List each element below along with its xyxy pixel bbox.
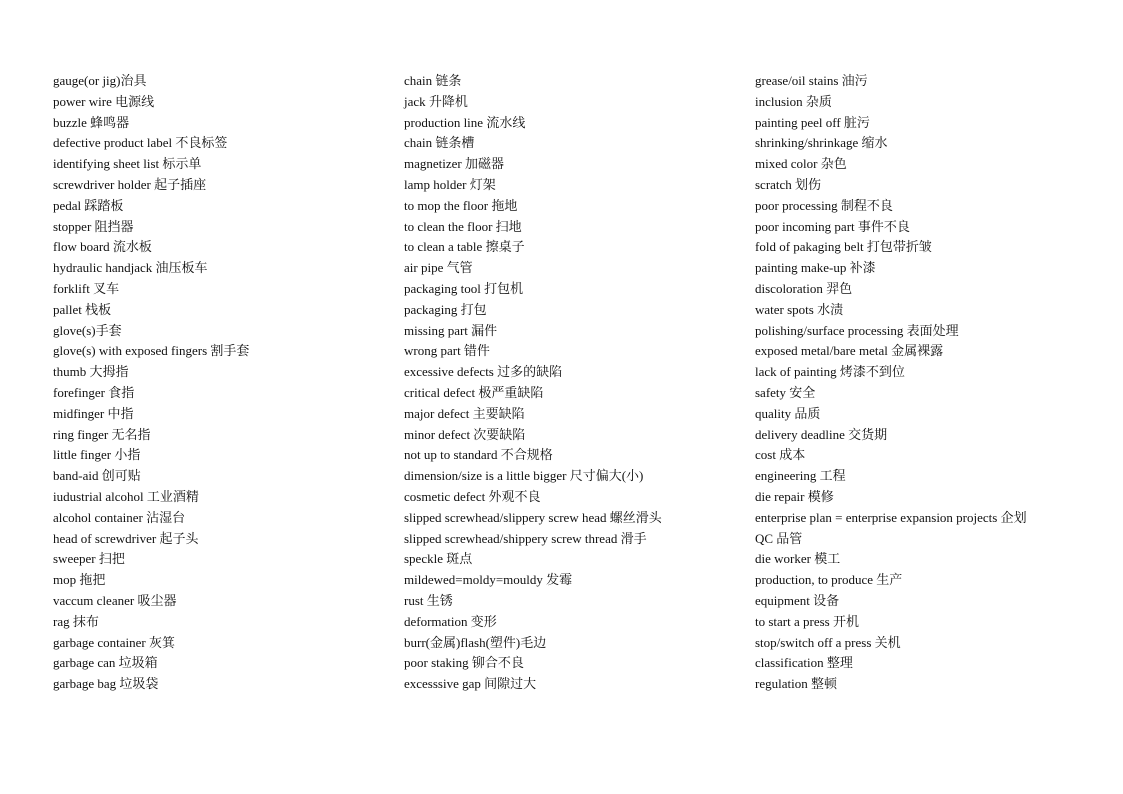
glossary-entry: rag 抹布 [53,613,99,629]
glossary-entry: critical defect 极严重缺陷 [404,384,544,400]
glossary-entry: missing part 漏件 [404,322,498,338]
glossary-entry: to mop the floor 拖地 [404,197,518,213]
glossary-entry: painting peel off 脏污 [755,114,870,130]
glossary-entry: power wire 电源线 [53,93,155,109]
glossary-entry: stop/switch off a press 关机 [755,634,901,650]
glossary-entry: flow board 流水板 [53,239,152,255]
glossary-entry: scratch 划伤 [755,176,822,192]
glossary-entry: head of screwdriver 起子头 [53,530,199,546]
glossary-entry: painting make-up 补漆 [755,260,876,276]
glossary-entry: speckle 斑点 [404,551,473,567]
glossary-entry: production line 流水线 [404,114,526,130]
glossary-entry: band-aid 创可贴 [53,468,141,484]
glossary-entry: garbage container 灰箕 [53,634,176,650]
glossary-entry: die worker 模工 [755,551,841,567]
glossary-entry: grease/oil stains 油污 [755,73,868,88]
glossary-entry: minor defect 次要缺陷 [404,426,526,442]
glossary-entry: thumb 大拇指 [53,364,129,380]
glossary-entry: polishing/surface processing 表面处理 [755,322,959,338]
glossary-entry: packaging 打包 [404,301,487,317]
glossary-entry: magnetizer 加磁器 [404,156,504,172]
glossary-entry: engineering 工程 [755,468,846,484]
glossary-entry: exposed metal/bare metal 金属裸露 [755,343,944,359]
glossary-entry: glove(s)手套 [53,322,122,338]
glossary-entry: pallet 栈板 [53,301,112,317]
glossary-entry: deformation 变形 [404,613,497,629]
glossary-entry: inclusion 杂质 [755,93,832,109]
glossary-entry: poor staking 铆合不良 [404,655,524,671]
glossary-entry: fold of pakaging belt 打包带折皱 [755,239,932,255]
glossary-entry: burr(金属)flash(塑件)毛边 [404,634,547,650]
glossary-entry: mop 拖把 [53,572,106,588]
glossary-entry: cosmetic defect 外观不良 [404,488,541,504]
glossary-entry: gauge(or jig)治具 [53,73,147,88]
glossary-entry: dimension/size is a little bigger 尺寸偏大(小) [404,468,644,484]
glossary-entry: ring finger 无名指 [53,426,151,442]
glossary-entry: quality 品质 [755,405,821,421]
glossary-column-2 [404,71,749,695]
glossary-entry: forefinger 食指 [53,384,135,400]
glossary-entry: cost 成本 [755,447,806,463]
glossary-entry: vaccum cleaner 吸尘器 [53,592,177,608]
glossary-column-1 [53,71,393,695]
glossary-entry: chain 链条槽 [404,135,475,151]
glossary-entry: to clean the floor 扫地 [404,218,522,234]
glossary-entry: safety 安全 [755,384,816,400]
glossary-entry: wrong part 错件 [404,343,490,359]
glossary-entry: die repair 模修 [755,488,834,504]
glossary-entry: sweeper 扫把 [53,551,125,567]
glossary-entry: enterprise plan = enterprise expansion projects 企划 [755,509,1027,525]
glossary-entry: slipped screwhead/slippery screw head 螺丝滑头 [404,509,662,525]
glossary-entry: water spots 水渍 [755,301,844,317]
glossary-entry: discoloration 羿色 [755,280,853,296]
glossary-entry: classification 整理 [755,655,853,671]
glossary-entry: packaging tool 打包机 [404,280,524,296]
glossary-entry: screwdriver holder 起子插座 [53,176,207,192]
glossary-entry: delivery deadline 交货期 [755,426,888,442]
glossary-entry: garbage bag 垃圾袋 [53,676,159,692]
glossary-entry: production, to produce 生产 [755,572,903,588]
glossary-entry: stopper 阻挡器 [53,218,134,234]
glossary-entry: buzzle 蜂鸣器 [53,114,130,130]
glossary-entry: equipment 设备 [755,592,840,608]
glossary-entry: lamp holder 灯架 [404,176,496,192]
glossary-entry: glove(s) with exposed fingers 割手套 [53,343,250,359]
glossary-entry: hydraulic handjack 油压板车 [53,260,208,276]
glossary-entry: to clean a table 擦桌子 [404,239,525,255]
glossary-entry: poor incoming part 事件不良 [755,218,910,234]
glossary-entry: identifying sheet list 标示单 [53,156,202,172]
glossary-entry: shrinking/shrinkage 缩水 [755,135,888,151]
glossary-entry: excesssive gap 间隙过大 [404,676,537,692]
glossary-entry: slipped screwhead/shippery screw thread 滑手 [404,530,647,546]
glossary-entry: excessive defects 过多的缺陷 [404,364,563,380]
glossary-entry: rust 生锈 [404,592,453,608]
glossary-entry: defective product label 不良标签 [53,135,228,151]
glossary-entry: to start a press 开机 [755,613,859,629]
glossary-entry: poor processing 制程不良 [755,197,893,213]
glossary-entry: chain 链条 [404,73,462,88]
glossary-entry: jack 升降机 [404,93,468,109]
glossary-entry: QC 品管 [755,530,803,546]
glossary-entry: not up to standard 不合规格 [404,447,553,463]
glossary-entry: major defect 主要缺陷 [404,405,525,421]
glossary-entry: garbage can 垃圾箱 [53,655,158,671]
glossary-entry: midfinger 中指 [53,405,134,421]
glossary-entry: pedal 踩踏板 [53,197,124,213]
glossary-entry: regulation 整顿 [755,676,837,692]
glossary-column-3 [755,71,1115,695]
glossary-entry: alcohol container 沾湿台 [53,509,186,525]
glossary-entry: iudustrial alcohol 工业酒精 [53,488,199,504]
glossary-entry: mildewed=moldy=mouldy 发霉 [404,572,573,588]
glossary-entry: lack of painting 烤漆不到位 [755,364,905,380]
glossary-entry: forklift 叉车 [53,280,120,296]
glossary-entry: air pipe 气管 [404,260,473,276]
glossary-entry: little finger 小指 [53,447,141,463]
glossary-entry: mixed color 杂色 [755,156,847,172]
